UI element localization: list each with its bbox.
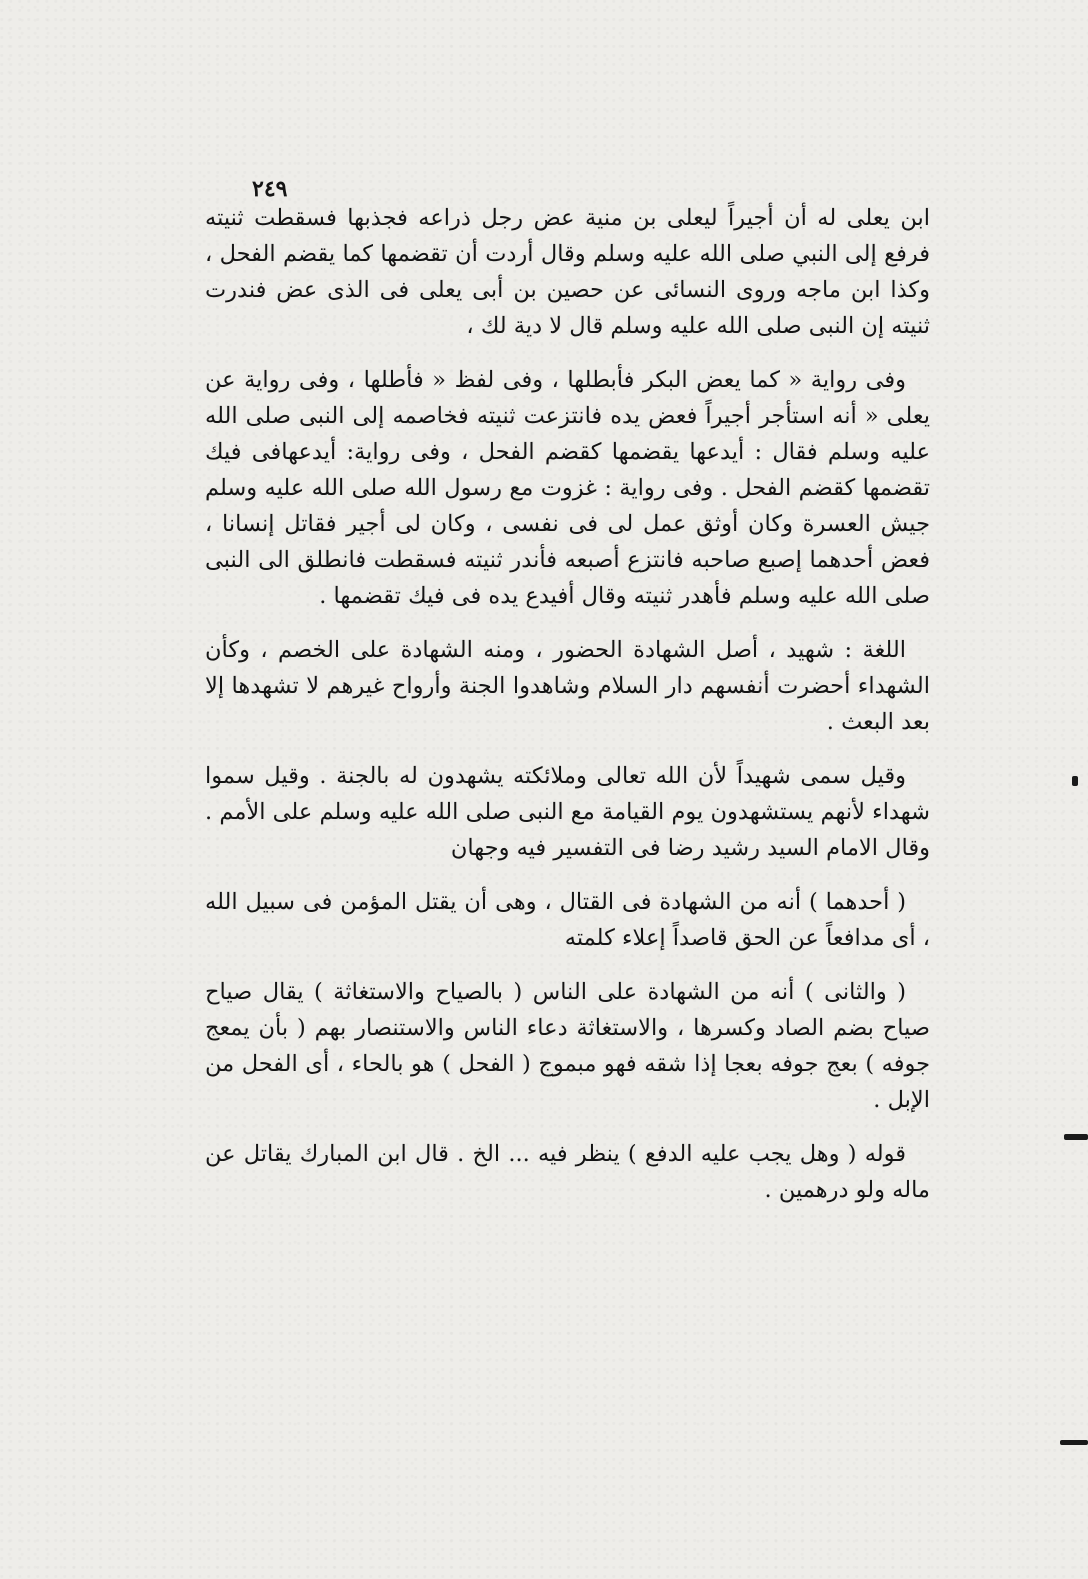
paragraph-1: ابن يعلى له أن أجيراً ليعلى بن منية عض رجل ذراعه فجذبها فسقطت ثنيته فرفع إلى النبي صلى الله عليه وسلم وقال أردت أن تقضمها كما يقضم الفحل ، وكذا ابن ماجه وروى النسائى عن حصين بن أبى يعلى فى الذى عض فندرت ثنيته إن النبى صلى الله عليه وسلم قال لا دية لك ،: [205, 205, 930, 339]
scan-edge-mark: [1060, 1440, 1088, 1445]
paragraph-3: اللغة : شهيد ، أصل الشهادة الحضور ، ومنه الشهادة على الخصم ، وكأن الشهداء أحضرت أنفسهم دار السلام وشاهدوا الجنة وأرواح غيرهم لا تشهدها إلا بعد البعث .: [205, 637, 930, 735]
paragraph-5: ( أحدهما ) أنه من الشهادة فى القتال ، وهى أن يقتل المؤمن فى سبيل الله ، أى مدافعاً عن الحق قاصداً إعلاء كلمته: [205, 889, 930, 951]
scan-edge-mark: [1072, 776, 1078, 786]
paragraph-7: قوله ( وهل يجب عليه الدفع ) ينظر فيه ... الخ . قال ابن المبارك يقاتل عن ماله ولو درهمين .: [205, 1141, 930, 1203]
paragraph-4: وقيل سمى شهيداً لأن الله تعالى وملائكته يشهدون له بالجنة . وقيل سموا شهداء لأنهم يستشهدون يوم القيامة مع النبى صلى الله عليه وسلم على الأمم . وقال الامام السيد رشيد رضا فى التفسير فيه وجهان: [205, 763, 930, 861]
paragraph-6: ( والثانى ) أنه من الشهادة على الناس ( بالصياح والاستغاثة ) يقال صياح صياح بضم الصاد وكسرها ، والاستغاثة دعاء الناس والاستنصار بهم ( بأن يمعج جوفه ) بعج جوفه بعجا إذا شقه فهو مبموج ( الفحل ) هو بالحاء ، أى الفحل من الإبل .: [205, 979, 930, 1113]
body-text: [205, 200, 930, 1226]
page-number: ٢٤٩: [252, 176, 288, 202]
paragraph-2: وفى رواية « كما يعض البكر فأبطلها ، وفى لفظ « فأطلها ، وفى رواية عن يعلى « أنه استأجر أجيراً فعض يده فانتزعت ثنيته فخاصمه إلى النبى صلى الله عليه وسلم فقال : أيدعها يقضمها كقضم الفحل ، وفى رواية: أيدعهافى فيك تقضمها كقضم الفحل . وفى رواية : غزوت مع رسول الله صلى الله عليه وسلم جيش العسرة وكان أوثق عمل لى فى نفسى ، وكان لى أجير فقاتل إنسانا ، فعض أحدهما إصبع صاحبه فانتزع أصبعه فأندر ثنيته فسقطت فانطلق الى النبى صلى الله عليه وسلم فأهدر ثنيته وقال أفيدع يده فى فيك تقضمها .: [205, 367, 930, 609]
scan-edge-mark: [1064, 1134, 1088, 1140]
